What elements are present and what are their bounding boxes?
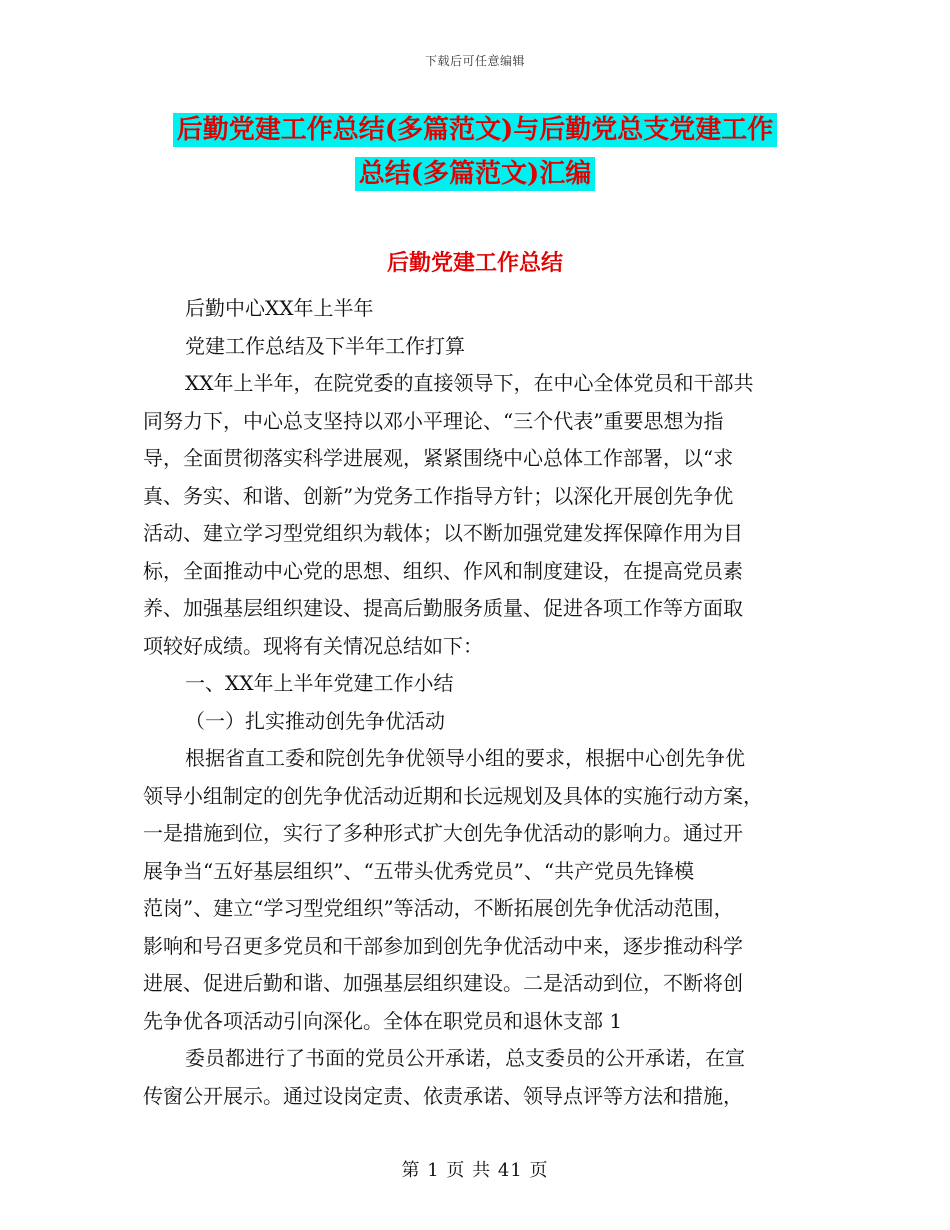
body-line: 标，全面推动中心党的思想、组织、作风和制度建设，在提高党员素 [143, 558, 743, 583]
body-line: 同努力下，中心总支坚持以邓小平理论、“三个代表”重要思想为指 [143, 408, 724, 433]
body-line: 一是措施到位，实行了多种形式扩大创先争优活动的影响力。通过开 [143, 821, 743, 845]
body-text [143, 290, 805, 1115]
body-line: 根据省直工委和院创先争优领导小组的要求，根据中心创先争优 [185, 746, 745, 770]
section-title: 后勤党建工作总结 [386, 250, 563, 276]
page-footer: 第 1 页 共 41 页 [401, 1160, 549, 1181]
body-line: 党建工作总结及下半年工作打算 [185, 333, 465, 358]
body-line: 一、XX年上半年党建工作小结 [185, 671, 454, 695]
body-line: 导，全面贯彻落实科学进展观，紧紧围绕中心总体工作部署，以“求 [143, 446, 734, 470]
body-line: 进展、促进后勤和谐、加强基层组织建设。二是活动到位，不断将创 [143, 971, 743, 995]
body-line: 后勤中心XX年上半年 [185, 296, 374, 320]
body-line: 领导小组制定的创先争优活动近期和长远规划及具体的实施行动方案， [143, 783, 763, 808]
title-highlight-2: 总结(多篇范文)汇编 [355, 157, 596, 191]
body-line: 范岗”、建立“学习型党组织”等活动，不断拓展创先争优活动范围， [143, 896, 734, 920]
body-line: 影响和号召更多党员和干部参加到创先争优活动中来，逐步推动科学 [143, 933, 743, 958]
body-line: 养、加强基层组织建设、提高后勤服务质量、促进各项工作等方面取 [143, 596, 743, 620]
document-title-line-1 [0, 112, 950, 148]
title-highlight-1: 后勤党建工作总结(多篇范文)与后勤党总支党建工作 [173, 113, 778, 147]
body-line: XX年上半年，在院党委的直接领导下，在中心全体党员和干部共 [185, 371, 754, 395]
body-line: （一）扎实推动创先争优活动 [185, 708, 445, 733]
body-line: 先争优各项活动引向深化。全体在职党员和退休支部 1 [143, 1008, 623, 1033]
header-note: 下载后可任意编辑 [424, 54, 525, 68]
body-line: 展争当“五好基层组织”、“五带头优秀党员”、“共产党员先锋模 [143, 858, 695, 883]
body-line: 项较好成绩。现将有关情况总结如下： [143, 633, 483, 658]
body-line: 真、务实、和谐、创新”为党务工作指导方针；以深化开展创先争优 [143, 483, 734, 508]
body-line: 活动、建立学习型党组织为载体；以不断加强党建发挥保障作用为目 [143, 521, 743, 545]
body-line: 委员都进行了书面的党员公开承诺，总支委员的公开承诺，在宣 [185, 1046, 745, 1070]
body-line: 传窗公开展示。通过设岗定责、依责承诺、领导点评等方法和措施， [143, 1083, 743, 1108]
document-title-line-2 [0, 156, 950, 192]
